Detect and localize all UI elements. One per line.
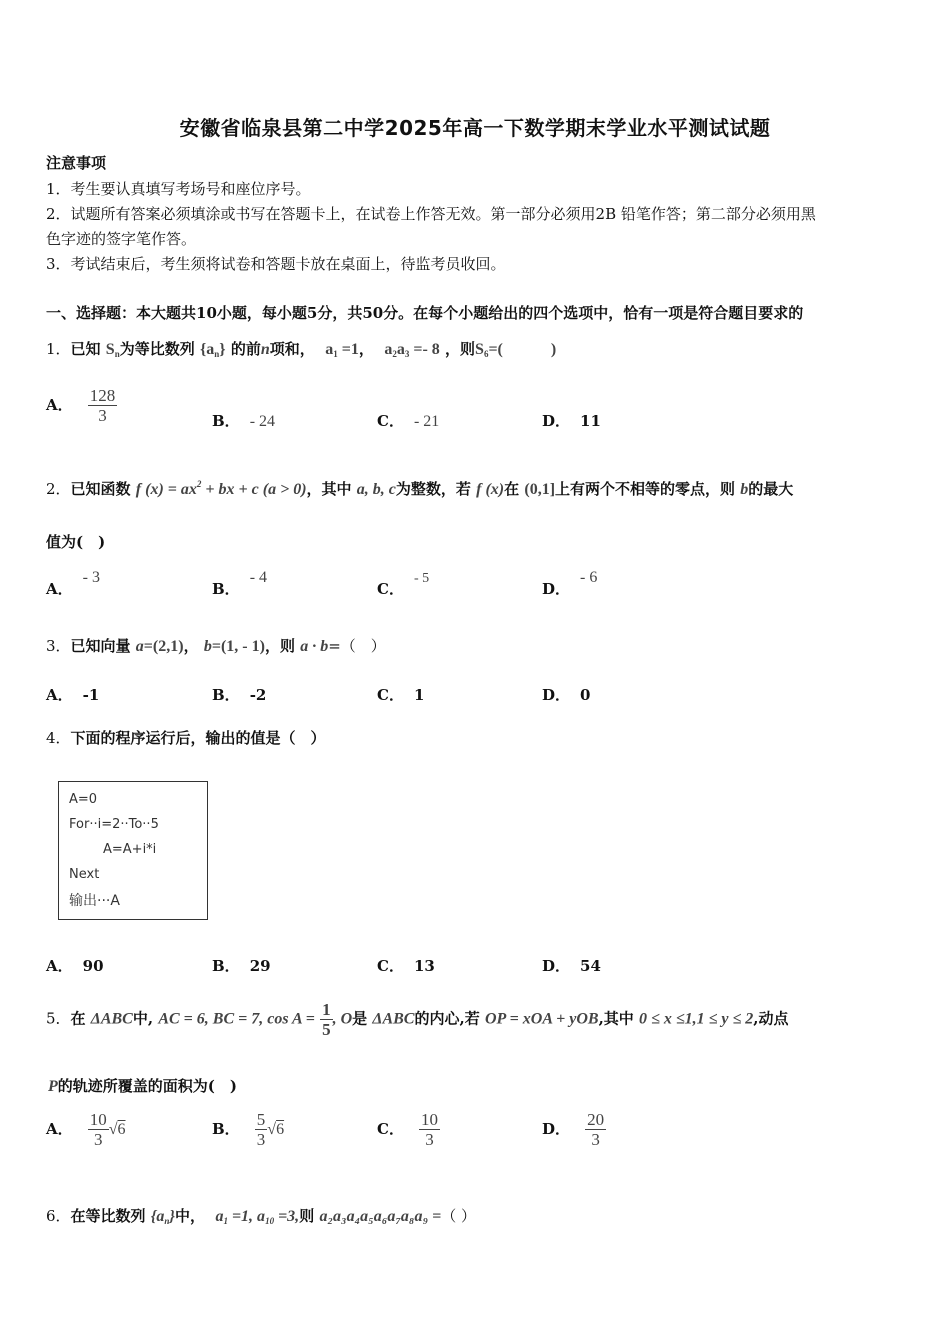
- program-code-box: [58, 781, 208, 920]
- option-c[interactable]: C． 1: [377, 686, 425, 704]
- code-line: A=0: [69, 792, 98, 807]
- q3-text: =（ ）: [328, 637, 386, 655]
- option-value: - 21: [413, 413, 440, 430]
- option-a[interactable]: [46, 1110, 126, 1149]
- q2-text: 上有两个不相等的零点，则: [555, 480, 736, 498]
- option-b[interactable]: B． 29: [212, 957, 271, 975]
- q1-text: 为等比数列: [119, 340, 195, 358]
- q5-text: 的内心,若: [414, 1009, 480, 1028]
- an-sequence: $\{a_n\}$: [150, 1208, 175, 1226]
- option-label: D．: [542, 1120, 571, 1138]
- interval: (0,1]: [524, 481, 556, 498]
- option-value: - 3: [82, 569, 100, 586]
- question-5: [46, 1000, 789, 1039]
- option-b[interactable]: [212, 410, 275, 431]
- question-3: [46, 635, 386, 656]
- fraction: $\frac{128}{3}$: [89, 386, 116, 425]
- q6-text: 则: [299, 1207, 315, 1225]
- option-label: A．: [46, 396, 73, 414]
- option-a[interactable]: A． -1: [46, 686, 100, 704]
- code-line: A=A+i*i: [103, 842, 157, 857]
- q6-text: 在等比数列: [70, 1207, 146, 1225]
- option-c[interactable]: [377, 410, 439, 431]
- q6-text: （ ）: [441, 1207, 476, 1225]
- code-line: For··i=2··To··5: [69, 817, 159, 832]
- vector-equation: OP = xOA + yOB: [484, 1010, 599, 1028]
- q5-text: 是: [352, 1009, 368, 1028]
- notice-heading: 注意事项: [46, 154, 107, 172]
- vector-a: a: [135, 638, 144, 655]
- abc-symbols: a, b, c: [356, 481, 396, 498]
- point-p: P: [48, 1078, 58, 1095]
- q5-text: ,其中: [598, 1009, 634, 1028]
- question-4: [46, 727, 326, 748]
- option-value: - 4: [249, 569, 268, 586]
- a1-condition: $a_1 =1$: [325, 341, 359, 359]
- code-line: 输出···A: [69, 893, 120, 909]
- side-conditions: AC = 6, BC = 7, cos A =: [158, 1010, 315, 1028]
- question-number: 3．: [46, 637, 71, 655]
- option-value: - 24: [249, 413, 276, 430]
- option-c[interactable]: [377, 571, 430, 599]
- question-2: [46, 478, 793, 499]
- option-b[interactable]: [212, 1110, 284, 1149]
- page-title: 安徽省临泉县第二中学2025年高一下数学期末学业水平测试试题: [179, 116, 771, 140]
- q3-text: 已知向量: [70, 637, 131, 655]
- dot-product: a · b: [300, 638, 329, 655]
- vector-a-value: =(2,1): [143, 638, 184, 655]
- question-number: 2．: [46, 480, 71, 498]
- q5-text: 中,: [132, 1009, 154, 1028]
- q2-text: ，其中: [306, 480, 352, 498]
- q1-text: ，则: [445, 340, 476, 358]
- notice-item: 1．考生要认真填写考场号和座位序号。: [46, 180, 311, 198]
- option-d[interactable]: [542, 569, 598, 599]
- option-label: A．: [46, 1120, 73, 1138]
- option-d[interactable]: D． 54: [542, 957, 601, 975]
- question-6: [46, 1205, 476, 1226]
- triangle-symbol: ΔABC: [372, 1010, 415, 1028]
- option-b[interactable]: [212, 569, 268, 599]
- option-label: C．: [377, 580, 404, 598]
- fraction: $\frac{1}{5}$: [322, 1000, 331, 1039]
- q2-continuation: 值为( ): [46, 533, 106, 551]
- option-a[interactable]: [46, 569, 100, 599]
- fraction: $\frac{10}{3}$: [421, 1110, 439, 1149]
- sn-symbol: $S_n$: [105, 341, 120, 359]
- option-value: 11: [580, 412, 601, 430]
- option-label: A．: [46, 580, 73, 598]
- option-a[interactable]: [46, 386, 117, 425]
- q5-text: ,动点: [753, 1009, 789, 1028]
- option-label: D．: [542, 580, 571, 598]
- q4-text: 下面的程序运行后，输出的值是（ ）: [70, 729, 326, 747]
- question-number: 5．: [46, 1009, 71, 1028]
- q1-text: 的前: [230, 340, 261, 358]
- n-symbol: n: [260, 341, 270, 358]
- vector-b: b: [203, 638, 212, 655]
- q3-text: ，则: [264, 637, 295, 655]
- q2-text: 已知函数: [70, 480, 131, 498]
- sqrt-expression: √6: [267, 1121, 285, 1138]
- option-d[interactable]: [542, 410, 601, 431]
- point-o: , O: [332, 1010, 353, 1028]
- q5-text: 的轨迹所覆盖的面积为( ): [57, 1077, 237, 1095]
- option-d[interactable]: [542, 1110, 606, 1149]
- b-symbol: b: [740, 481, 749, 498]
- q1-text: 已知: [70, 340, 101, 358]
- option-c[interactable]: [377, 1110, 440, 1149]
- fx-symbol: f (x): [476, 481, 505, 498]
- q1-text: 项和，: [269, 340, 315, 358]
- option-a[interactable]: A． 90: [46, 957, 104, 975]
- question-1: [46, 336, 556, 359]
- notice-item: 3．考试结束后，考生须将试卷和答题卡放在桌面上，待监考员收回。: [46, 255, 506, 273]
- option-label: D．: [542, 412, 571, 430]
- option-value: - 5: [413, 571, 430, 586]
- s6-expression: $S_6=$( ): [475, 341, 557, 359]
- code-line: Next: [69, 867, 100, 882]
- a2a3-condition: $a_2a_3 =- 8$: [384, 341, 440, 359]
- q2-text: 的最大: [748, 480, 794, 498]
- option-label: C．: [377, 1120, 404, 1138]
- option-label: B．: [212, 412, 240, 430]
- triangle-symbol: ΔABC: [90, 1010, 133, 1028]
- section-heading: 一、选择题：本大题共10小题，每小题5分，共50分。在每个小题给出的四个选项中，恰有一项是符合题目要求的: [46, 304, 804, 322]
- option-c[interactable]: C． 13: [377, 957, 435, 975]
- q6-text: 中，: [174, 1207, 205, 1225]
- fraction: $\frac{5}{3}$: [256, 1110, 266, 1149]
- range-condition: 0 ≤ x ≤1,1 ≤ y ≤ 2: [639, 1010, 754, 1028]
- q5-text: 在: [70, 1009, 86, 1028]
- option-label: B．: [212, 580, 240, 598]
- fraction: $\frac{20}{3}$: [587, 1110, 605, 1149]
- notice-item: 色字迹的签字笔作答。: [46, 230, 197, 248]
- notice-item: 2．试题所有答案必须填涂或书写在答题卡上，在试卷上作答无效。第一部分必须用2B 铅笔作答；第二部分必须用黑: [46, 205, 816, 223]
- sqrt-expression: √6: [108, 1121, 126, 1138]
- q6-condition: $a_1 =1$, $a_{10} =3$,: [215, 1208, 300, 1226]
- product-expression: a₂a₃a₄a₅a₆a₇a₈a₉ =: [319, 1208, 442, 1225]
- q2-text: 在: [504, 480, 520, 498]
- vector-b-value: =(1, - 1): [211, 638, 265, 655]
- q2-text: 为整数，若: [395, 480, 471, 498]
- option-b[interactable]: B． -2: [212, 686, 267, 704]
- option-label: B．: [212, 1120, 240, 1138]
- an-sequence: $\{a_n\}$: [199, 341, 226, 359]
- question-number: 1．: [46, 340, 71, 358]
- option-value: - 6: [580, 569, 598, 586]
- option-d[interactable]: D． 0: [542, 686, 591, 704]
- q3-text: ，: [183, 637, 199, 655]
- question-number: 6．: [46, 1207, 71, 1225]
- question-number: 4．: [46, 729, 71, 747]
- function-expression: f $(x) = ax^2$ + bx + c (a > 0): [135, 479, 307, 498]
- q5-continuation: [48, 1075, 237, 1096]
- q1-text: ，: [358, 340, 374, 358]
- fraction: $\frac{10}{3}$: [89, 1110, 107, 1149]
- option-label: C．: [377, 412, 404, 430]
